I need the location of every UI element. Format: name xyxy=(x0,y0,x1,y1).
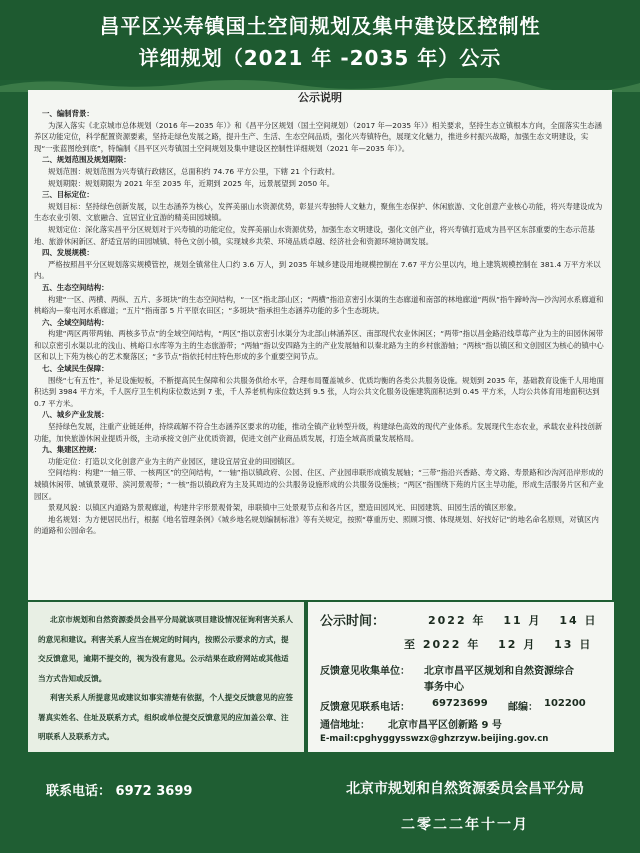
issue-date: 二零二二年十一月 xyxy=(401,817,529,833)
section-paragraph: 为深入落实《北京城市总体规划（2016 年—2035 年）》和《昌平分区规划（国土空间规划）（2017 年—2035 年）》相关要求，坚持生态立镇根本方向，全面落实生态涵养区功能定位，科学配置资源要素，坚持走绿色发展之路，提升生产、生活、生态空间品质，强化兴寿镇特色，展现文化魅力，推进乡村振兴战略，加强生态文明建设，实现“一张蓝图绘到底”，特编制《昌平区兴寿镇国土空间规划及集中建设区控制性详细规划（2021 年—2035 年）》。 xyxy=(34,120,602,153)
section-heading: 五、生态空间结构： xyxy=(42,282,109,292)
section-paragraph: 坚持绿色发展，注重产业链延伸，持续疏解不符合生态涵养区要求的功能，推动全镇产业转型升级，构建绿色高效的现代产业体系。发展现代生态农业，承载农业科技创新功能，加快旅游休闲业提质升级，主动承接文创产业优质资源，促进文创产业商品质发展，打造全域高质量发展格局。 xyxy=(34,422,603,443)
notice-panel xyxy=(28,90,612,600)
section-paragraph: 规划期限：规划期限为 2021 年至 2035 年，近期到 2025 年，远景展望到 2050 年。 xyxy=(48,178,335,188)
section-heading: 四、发展规模： xyxy=(42,248,94,258)
section-heading: 六、全域空间结构： xyxy=(42,317,109,327)
interest-notice-text xyxy=(38,610,296,747)
notice-title: 公示说明 xyxy=(298,91,342,104)
time-label: 公示时间： xyxy=(320,614,386,629)
notice-body xyxy=(34,108,606,537)
post-label: 邮编： xyxy=(508,702,538,713)
from-day: 14 xyxy=(559,614,579,627)
address-label: 通信地址： xyxy=(320,720,370,731)
day-char: 日 xyxy=(584,614,598,627)
interest-notice-paragraph: 北京市规划和自然资源委员会昌平分局就该项目建设情况征询利害关系人的意见和建议。利害关系人应当在规定的时间内，按照公示要求的方式，提交反馈意见，逾期不提交的，视为没有意见。公示结果在政府网站或其他适当方式告知或反馈。 xyxy=(38,615,293,683)
section-paragraph: 空间结构：构建“一轴三带、一核两区”的空间结构，“一轴”指以镇政府、公园、住区、产业园串联形成镇发展轴；“三带”指沿兴香路、寿文路、寿景路和沙沟河沿岸形成的城镇休闲带、城镇景观带、滨河景观带；“一核”指以镇政府为主及其周边的公共服务设施形成的公共服务设施核；“两区”指围绕下苑的片区主导功能，形成生活服务片区和产业园区。 xyxy=(34,468,604,501)
issuing-organization: 北京市规划和自然资源委员会昌平分局 xyxy=(346,781,584,797)
to-label: 至 xyxy=(404,638,417,651)
year-char: 年 xyxy=(467,638,481,651)
to-month: 12 xyxy=(498,638,518,651)
section-paragraph: 规划目标：坚持绿色创新发展，以生态涵养为核心，发挥美丽山水资源优势，彰显兴寿独特人文魅力，聚焦生态保护、休闲旅游、文化创意产业核心功能，将兴寿建设成为生态农业引领、文旅融合、宜居宜业宜游的精美田园城镇。 xyxy=(34,201,603,223)
from-month: 11 xyxy=(503,614,523,627)
section-paragraph: 围绕“七有五性”，补足设施短板，不断提高民生保障和公共服务供给水平，合理布局覆盖城乡、优质均衡的各类公共服务设施。规划到 2035 年，基础教育设施千人用地面积达到 3984 平方米，千人医疗卫生机构床位数达到 7 张，千人养老机构床位数达到 9.5 张，人均公共文化服务设施建筑面积达到 0.45 平方米，人均公共体育用地面积达到 0.7 平方米。 xyxy=(34,375,604,408)
from-year: 2022 xyxy=(428,614,467,627)
month-char: 月 xyxy=(528,614,542,627)
email-link[interactable]: E-mail:cpghyggysswzx@ghzrzyw.beijing.gov.cn xyxy=(320,734,549,744)
section-paragraph: 规划定位：深化落实昌平分区规划对于兴寿镇的功能定位，发挥美丽山水资源优势，加强生态文明建设，强化文创产业，将兴寿镇打造成为昌平区东部重要的生态示范基地、旅游休闲新区、舒适宜居的田园城镇、特色文创小镇，实现城乡共荣、环境品质卓越、经济社会和资源环境协调发展。 xyxy=(34,224,595,246)
to-year: 2022 xyxy=(422,638,462,651)
title-line-2: 详细规划（2021 年 -2035 年）公示 xyxy=(138,46,502,70)
section-paragraph: 构建“一区、两横、两纵、五片、多斑块”的生态空间结构，“一区”指北部山区；“两横”指沿京密引水渠的生态廊道和南部的林地廊道“两纵”指牛蹄岭沟—沙沟河水系廊道和桃峪沟—秦屯河水系廊道；“五片”指南部 5 片平原农田区；“多斑块”指承担生态涵养功能的多个生态斑块。 xyxy=(34,294,604,316)
section-heading: 三、目标定位： xyxy=(42,190,94,200)
contact-box xyxy=(308,602,614,752)
section-heading: 一、编制背景： xyxy=(42,109,94,118)
section-paragraph: 严格按照昌平分区规划落实规模管控，规划全镇常住人口约 3.6 万人，到 2035 年城乡建设用地规模控制在 7.67 平方公里以内，地上建筑规模控制在 381.4 万平方米以内。 xyxy=(34,259,601,281)
phone-value: 69723699 xyxy=(432,698,488,709)
title-line-1: 昌平区兴寿镇国土空间规划及集中建设区控制性 xyxy=(99,14,541,38)
section-paragraph: 地名规划：为方便居民出行，根据《地名管理条例》《城乡地名规划编制标准》等有关规定，按照“尊重历史、照顾习惯、体现规划、好找好记”的地名命名原则，对镇区内的道路和公园命名。 xyxy=(34,514,599,536)
section-paragraph: 规划范围：规划范围为兴寿镇行政辖区，总面积约 74.76 平方公里，下辖 21 个行政村。 xyxy=(48,166,340,176)
footer xyxy=(0,754,640,853)
section-heading: 七、全域民生保障： xyxy=(42,364,109,374)
section-paragraph: 景观风貌：以镇区内道路为景观廊道，构建井字形景观骨架，串联镇中三处景观节点和各片区，塑造田园风光、田园建筑、田园生活的镇区形象。 xyxy=(48,503,522,513)
post-value: 102200 xyxy=(544,698,586,709)
section-heading: 八、城乡产业发展： xyxy=(42,410,109,420)
unit-label: 反馈意见收集单位： xyxy=(320,666,410,677)
header xyxy=(0,0,640,80)
year-char: 年 xyxy=(472,614,486,627)
section-heading: 二、规划范围及规划期限： xyxy=(42,155,131,165)
section-paragraph: 构建“两区两带两轴、两核多节点”的全域空间结构，“两区”指以京密引水渠分为北部山林涵养区、南部现代农业休闲区；“两带”指以昌金路沿线草莓产业为主的田园休闲带和以京密引水渠以北的浅山、桃峪口水库等为主的生态旅游带；“两轴”指以安四路为主的产业发展轴和以秦北路为主的乡村旅游轴；“两核”指以镇区和文创园区为核心的镇中心区和以上下苑为核心的艺术聚落区；“多节点”指依托村庄特色形成的多个重要空间节点。 xyxy=(34,329,604,362)
address-value: 北京市昌平区创新路 9 号 xyxy=(388,720,502,731)
section-heading: 九、集建区控规： xyxy=(42,445,102,455)
contact-phone: 联系电话： 6972 3699 xyxy=(46,784,193,799)
section-paragraph: 功能定位：打造以文化创意产业为主的产业园区，建设宜居宜业的田园镇区。 xyxy=(48,456,300,466)
month-char: 月 xyxy=(523,638,537,651)
date-from xyxy=(428,612,597,628)
to-day: 13 xyxy=(554,638,574,651)
date-to xyxy=(404,636,592,652)
phone-label: 反馈意见联系电话： xyxy=(320,702,410,713)
unit-value-1: 北京市昌平区规划和自然资源综合 xyxy=(424,666,574,677)
interest-notice-paragraph: 利害关系人所提意见或建议如事实清楚有依据，个人提交反馈意见的应签署真实姓名、住址及联系方式，组织或单位提交反馈意见的应加盖公章、注明联系人及联系方式。 xyxy=(38,693,293,741)
day-char: 日 xyxy=(579,638,593,651)
unit-value-2: 事务中心 xyxy=(424,682,464,693)
interest-notice-box xyxy=(28,602,304,752)
